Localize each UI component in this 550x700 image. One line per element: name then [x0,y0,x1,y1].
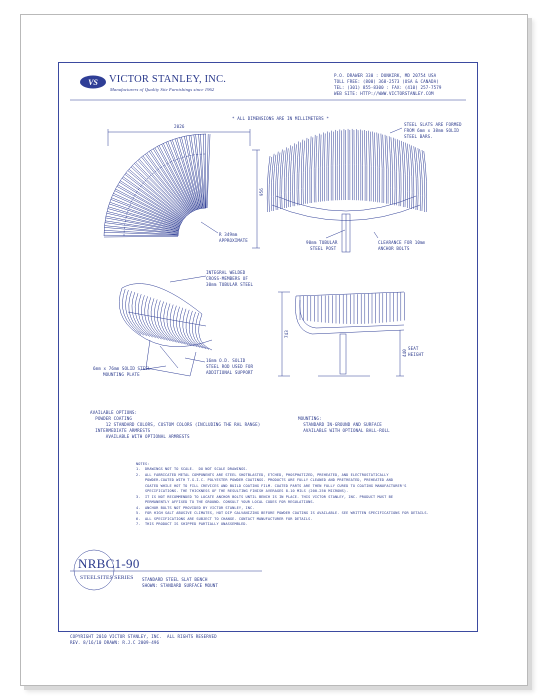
elevation-view [267,129,427,252]
rod-label-2: STEEL ROD USED FOR [206,364,254,369]
side-height-dimension: 743 [284,330,289,338]
plate-label-1: 6mm x 76mm SOLID STEEL [93,366,151,371]
note-line: NOTES: [136,462,150,466]
ribs-label-2: CROSS-MEMBERS OF [206,276,248,281]
note-line: 6. ALL SPECIFICATIONS ARE SUBJECT TO CHANGE. CONTACT MANUFACTURER FOR DETAILS. [136,516,313,521]
note-line: 2. ALL FABRICATED METAL COMPONENTS ARE STEEL SHOTBLASTED, ETCHED, PHOSPHATIZED, PREHEATED, AND ELECTROSTATICALLY [136,472,389,477]
series-name: STEELSITES SERIES [80,575,134,581]
plan-width-dimension: 2026 [174,124,185,129]
options-line: AVAILABLE OPTIONS: [90,410,138,415]
company-name: VICTOR STANLEY, INC. [109,74,227,85]
mounting-line: MOUNTING: [298,416,322,421]
company-tagline: Manufacturers of Quality Site Furnishings since 1962 [110,87,215,92]
revision-info: REV. 8/16/10 DRAWN: R.J.C 2009-496 [70,640,160,645]
seat-height-label-2: HEIGHT [408,352,424,357]
options-line: 12 STANDARD COLORS, CUSTOM COLORS (INCLUDING THE RAL RANGE) [90,422,261,427]
post-label-1: 90mm TUBULAR [306,240,338,245]
slats-label-1: STEEL SLATS ARE FORMED [404,122,462,127]
options-line: AVAILABLE WITH OPTIONAL ARMRESTS [90,434,190,439]
note-line: PERMANENTLY AFFIXED TO THE GROUND. CONSULT YOUR LOCAL CODES FOR REGULATIONS. [136,500,315,505]
post-label-2: STEEL POST [310,246,337,251]
notes-block [136,462,429,527]
contact-tel-fax: TEL: (301) 855-8300 : FAX: (410) 257-7579 [334,85,442,90]
slats-label-2: FROM 6mm x 38mm SOLID [404,128,460,133]
plan-radius-approx: APPROXIMATE [219,238,248,243]
dimensions-note: * ALL DIMENSIONS ARE IN MILLIMETERS * [232,116,329,121]
ribs-label-3: 30mm TUBULAR STEEL [206,282,254,287]
note-line: POWDER-COATED WITH T.G.I.C. POLYESTER POWDER COATINGS. PRODUCTS ARE FULLY CLEANED AND PRETREATED, PREHEATED AND [136,478,394,483]
product-shown: SHOWN: STANDARD SURFACE MOUNT [142,583,219,588]
contact-toll-free: TOLL FREE: (800) 368-2573 (USA & CANADA) [334,79,439,84]
clearance-label-1: CLEARANCE FOR 10mm [378,240,426,245]
note-line: 1. DRAWINGS NOT TO SCALE. DO NOT SCALE DRAWINGS. [136,467,248,472]
note-line: 3. IT IS NOT RECOMMENDED TO LOCATE ANCHOR BOLTS UNTIL BENCH IS IN PLACE. THIS VICTOR STANLEY, INC. PRODUCT MUST BE [136,494,394,499]
ribs-label-1: INTEGRAL WELDED [206,270,246,275]
rod-label-3: ADDITIONAL SUPPORT [206,370,254,375]
side-seat-dimension: 440 [402,349,407,357]
plan-radius-label: R 349mm [219,232,238,237]
plan-depth-dimension: 956 [259,188,264,196]
model-number: NRBC1-90 [78,556,140,571]
copyright: COPYRIGHT 2010 VICTOR STANLEY, INC. ALL RIGHTS RESERVED [70,634,217,639]
isometric-view [119,284,212,376]
product-description: STANDARD STEEL SLAT BENCH [142,577,208,582]
contact-website[interactable]: WEB SITE: HTTP://WWW.VICTORSTANLEY.COM [334,91,434,96]
rod-label-1: 16mm O.D. SOLID [206,358,246,363]
mounting-line: STANDARD IN-GROUND AND SURFACE [298,422,382,427]
note-line: 4. ANCHOR BOLTS NOT PROVIDED BY VICTOR STANLEY, INC. [136,505,255,510]
options-line: INTERMEDIATE ARMRESTS [90,428,151,433]
slats-label-3: STEEL BARS. [404,134,433,139]
note-line: SPECIFICATIONS. THE THICKNESS OF THE RESULTING FINISH AVERAGES 8-10 MILS (200-250 MICRONS). [136,489,349,494]
side-view [295,292,404,376]
plate-label-2: MOUNTING PLATE [103,372,140,377]
seat-height-label-1: SEAT [408,346,419,351]
note-line: COATED WHILE HOT TO FILL CREVICES AND BUILD COATING FILM. COATED PARTS ARE THEN FULLY CURED TO COATING MANUFACTURER'S [136,483,407,488]
svg-text:VS: VS [88,78,98,87]
plan-view [104,134,210,237]
note-line: 7. THIS PRODUCT IS SHIPPED PARTIALLY UNASSEMBLED. [136,521,248,526]
clearance-label-2: ANCHOR BOLTS [378,246,410,251]
options-line: POWDER COATING [90,416,132,421]
mounting-line: AVAILABLE WITH OPTIONAL BALL-ROLL [298,428,390,433]
note-line: 5. FOR HIGH SALT ABUSIVE CLIMATES, HOT DIP GALVANIZING BEFORE POWDER COATING IS AVAILABLE. SEE WRITTEN SPECIFICATIONS FOR DETAILS. [136,511,429,516]
contact-address: P.O. DRAWER 330 : DUNKIRK, MD 20754 USA [334,73,437,78]
